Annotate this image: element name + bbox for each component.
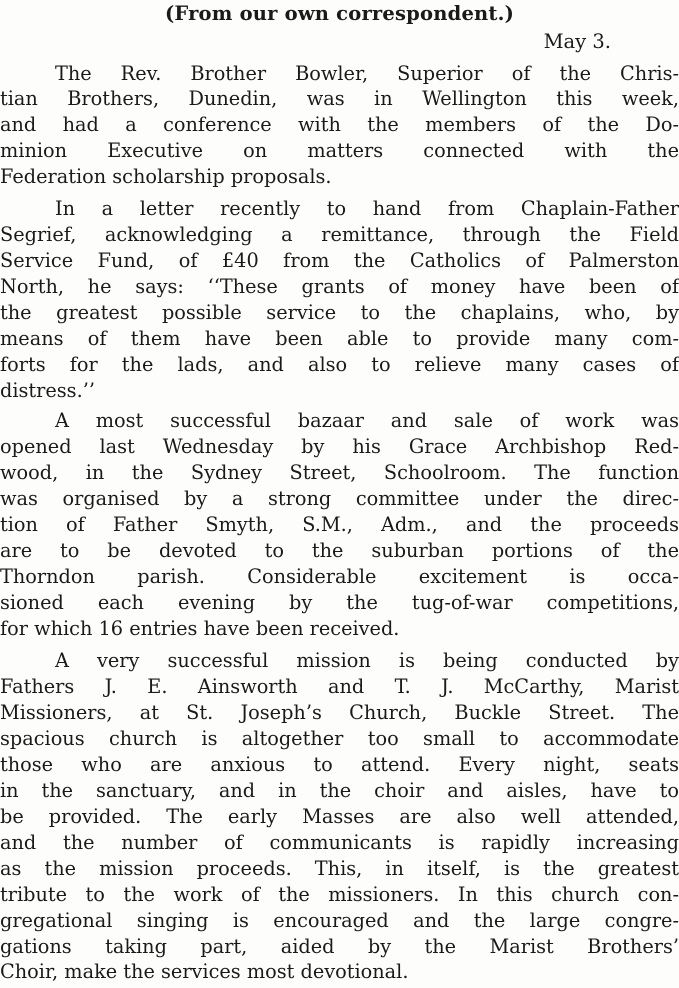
- paragraph-line: Fathers J. E. Ainsworth and T. J. McCarthy, Marist: [0, 675, 679, 698]
- correspondent-dateline: (From our own correspondent.): [164, 2, 515, 25]
- paragraph-line: minion Executive on matters connected with the: [0, 139, 679, 162]
- paragraph-line: In a letter recently to hand from Chaplain-Father: [55, 197, 679, 220]
- paragraph-line: Service Fund, of £40 from the Catholics of Palmerston: [0, 249, 679, 272]
- paragraph-line: was organised by a strong committee under the direc-: [0, 487, 679, 510]
- paragraph-line: tribute to the work of the missioners. In this church con-: [0, 883, 679, 906]
- paragraph-line: gations taking part, aided by the Marist Brothers’: [0, 935, 679, 958]
- paragraph-line: Federation scholarship proposals.: [0, 165, 332, 188]
- paragraph-line: The Rev. Brother Bowler, Superior of the Chris-: [55, 62, 679, 85]
- paragraph-line: Thorndon parish. Considerable excitement is occa-: [0, 565, 679, 588]
- paragraph-line: as the mission proceeds. This, in itself, is the greatest: [0, 857, 679, 880]
- paragraph-line: and had a conference with the members of the Do-: [0, 113, 679, 136]
- paragraph-line: North, he says: ‘‘These grants of money have been of: [0, 275, 679, 298]
- paragraph-line: and the number of communicants is rapidly increasing: [0, 831, 679, 854]
- paragraph-line: are to be devoted to the suburban portions of the: [0, 539, 679, 562]
- paragraph-line: A very successful mission is being conducted by: [55, 649, 679, 672]
- paragraph-line: Missioners, at St. Joseph’s Church, Buckle Street. The: [0, 701, 679, 724]
- paragraph-line: tion of Father Smyth, S.M., Adm., and the proceeds: [0, 513, 679, 536]
- paragraph-line: means of them have been able to provide many com-: [0, 327, 679, 350]
- article-date: May 3.: [543, 30, 611, 53]
- paragraph-line: opened last Wednesday by his Grace Archbishop Red-: [0, 435, 679, 458]
- paragraph-line: spacious church is altogether too small to accommodate: [0, 727, 679, 750]
- paragraph-line: forts for the lads, and also to relieve many cases of: [0, 353, 679, 376]
- paragraph-line: gregational singing is encouraged and the large congre-: [0, 909, 679, 932]
- paragraph-line: those who are anxious to attend. Every night, seats: [0, 753, 679, 776]
- paragraph-line: in the sanctuary, and in the choir and aisles, have to: [0, 779, 679, 802]
- paragraph-line: wood, in the Sydney Street, Schoolroom. The function: [0, 461, 679, 484]
- paragraph-line: Segrief, acknowledging a remittance, through the Field: [0, 223, 679, 246]
- paragraph-line: for which 16 entries have been received.: [0, 617, 400, 640]
- paragraph-line: Choir, make the services most devotional.: [0, 960, 409, 983]
- paragraph-line: sioned each evening by the tug-of-war competitions,: [0, 591, 679, 614]
- paragraph-line: A most successful bazaar and sale of work was: [55, 409, 679, 432]
- paragraph-line: distress.’’: [0, 379, 95, 402]
- paragraph-line: be provided. The early Masses are also well attended,: [0, 805, 679, 828]
- paragraph-line: tian Brothers, Dunedin, was in Wellington this week,: [0, 87, 679, 110]
- paragraph-line: the greatest possible service to the chaplains, who, by: [0, 301, 679, 324]
